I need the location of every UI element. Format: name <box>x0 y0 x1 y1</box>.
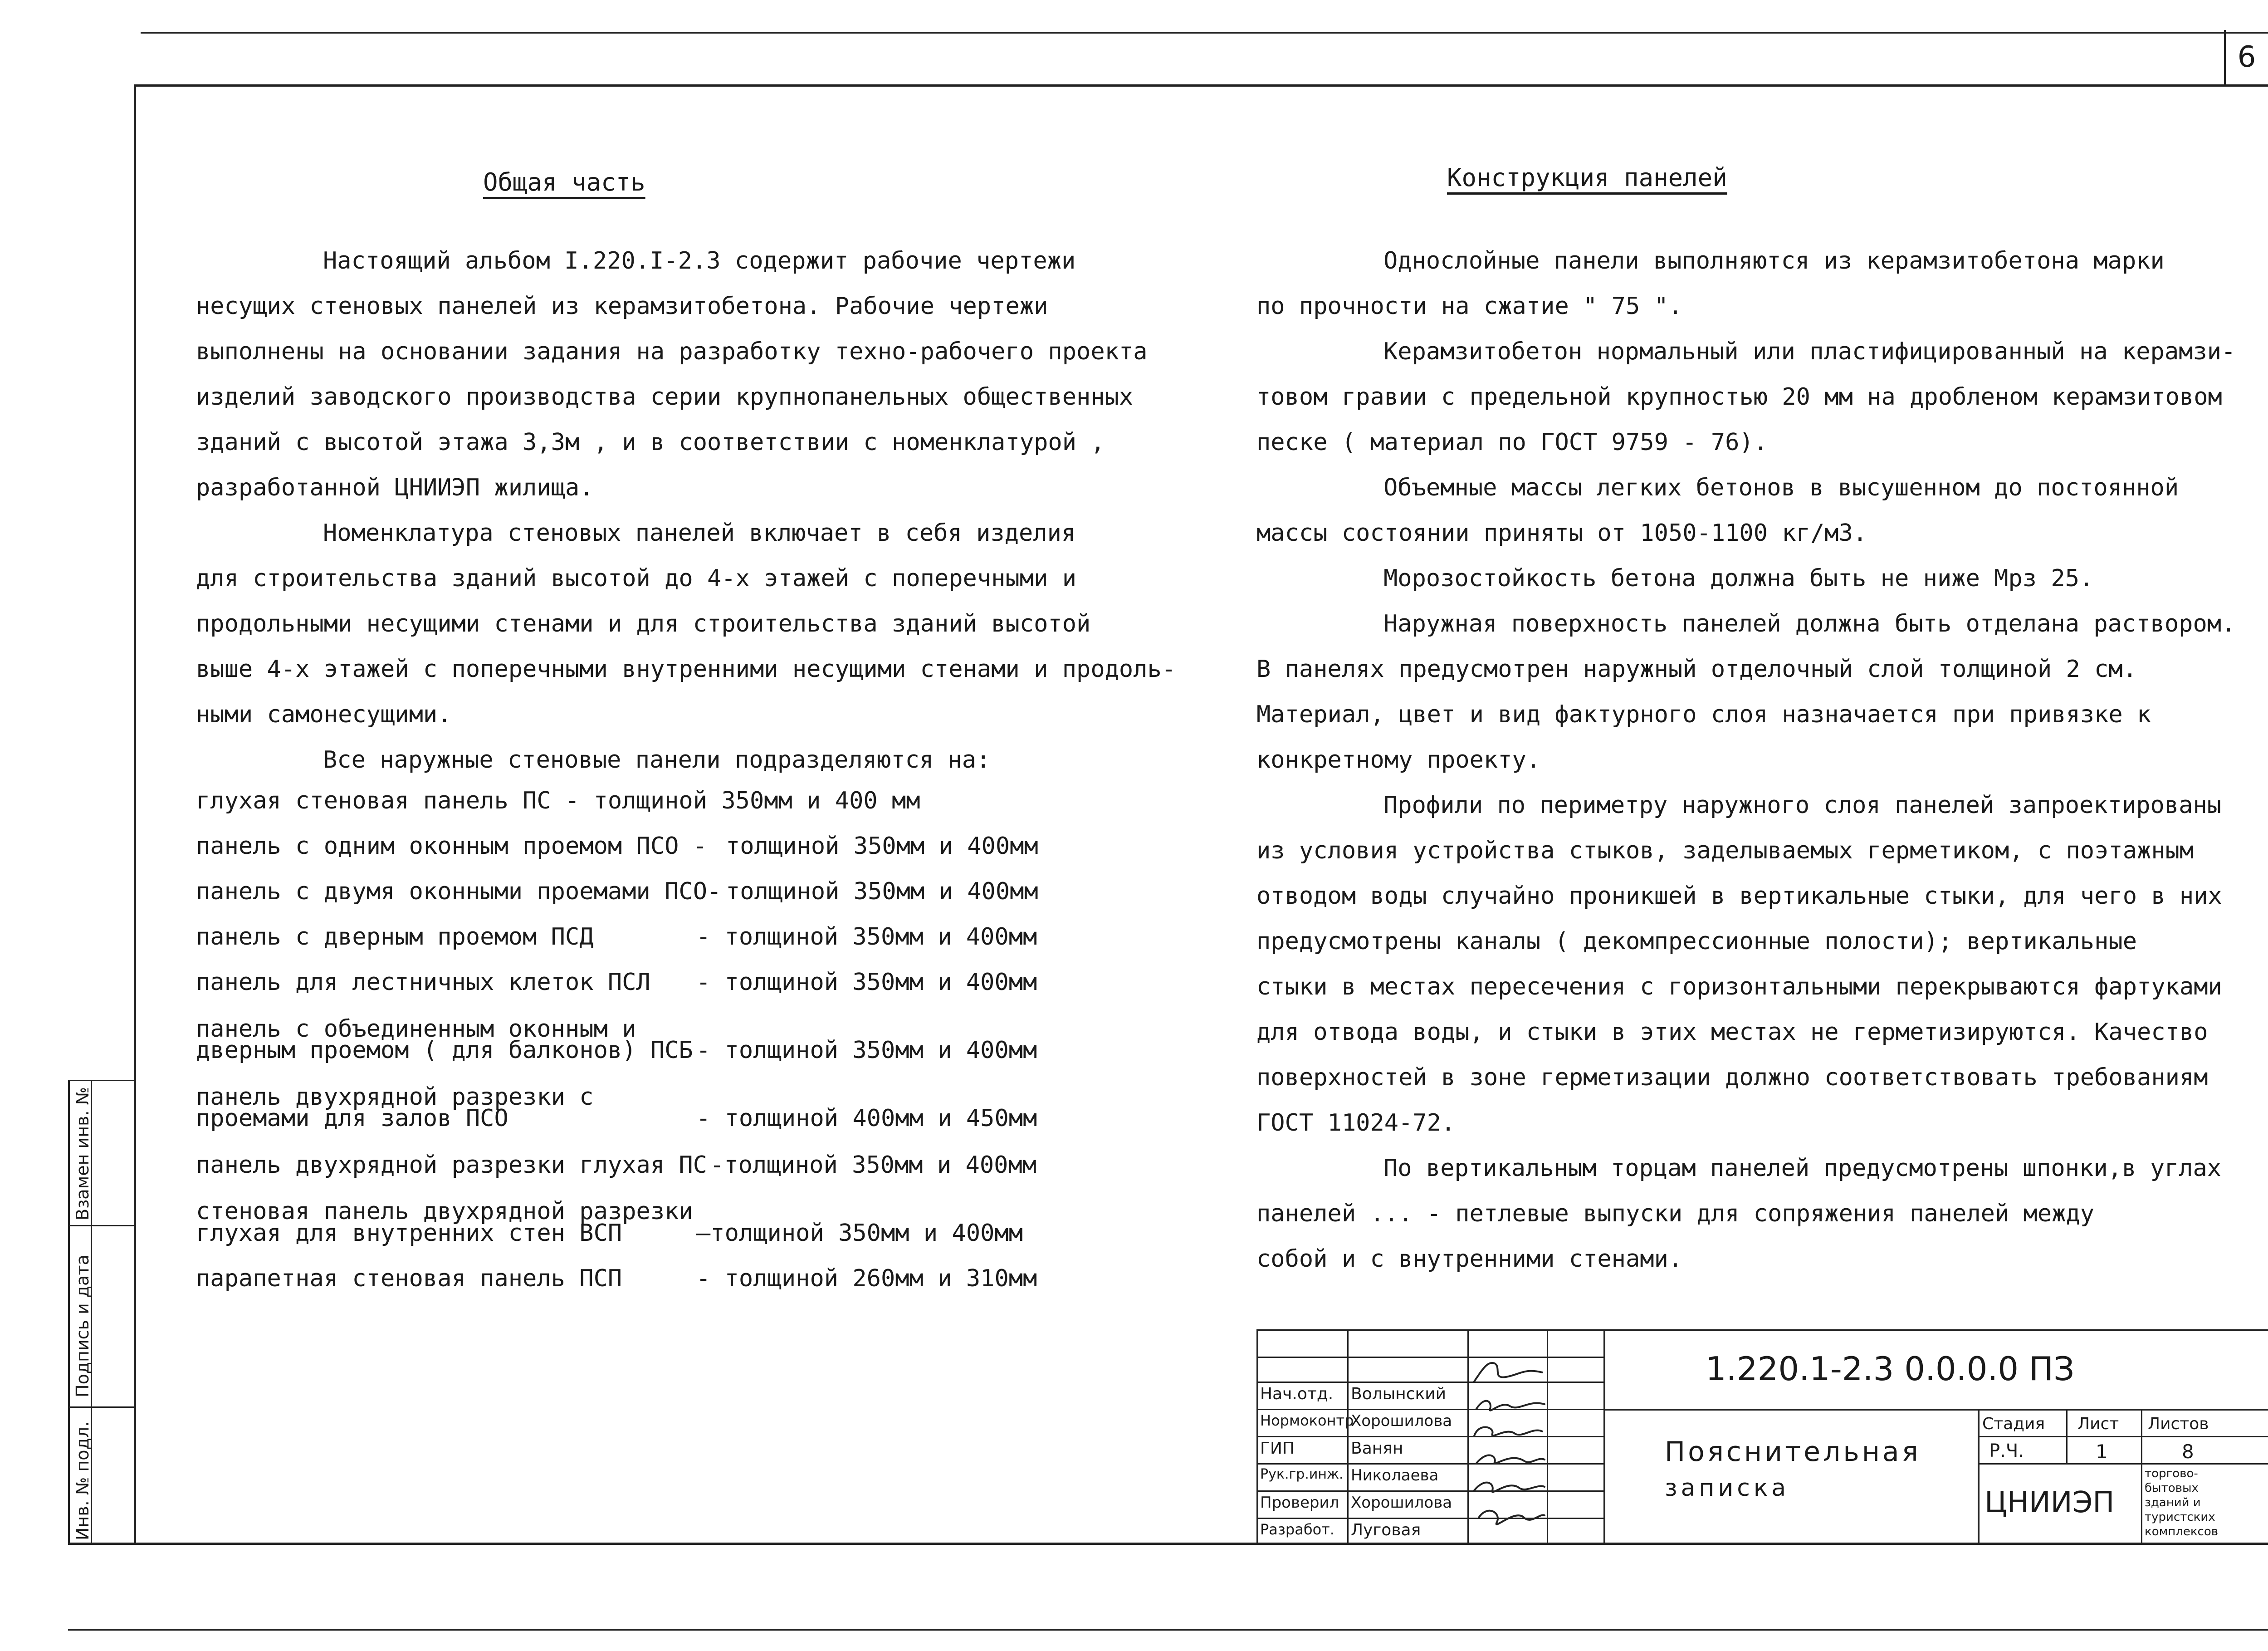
tb-code-bottom <box>1603 1409 2268 1411</box>
tb-grid-h7 <box>1256 1518 1603 1519</box>
tb-name: Волынский <box>1351 1385 1447 1403</box>
tb-top <box>1256 1329 2268 1331</box>
left-paragraph-line: продольными несущими стенами и для строительства зданий высотой <box>196 610 1091 637</box>
left-paragraph-line: выполнены на основании задания на разработку техно-рабочего проекта <box>196 338 1148 365</box>
sheet-number: 6 <box>2237 40 2256 74</box>
tb-role: ГИП <box>1260 1439 1295 1458</box>
tb-doc-title: Пояснительная <box>1665 1436 1921 1468</box>
left-paragraph-line: Номенклатура стеновых панелей включает в себя изделия <box>323 519 1076 547</box>
panel-list-item-line1: панель двухрядной разрезки с <box>196 1083 594 1111</box>
panel-list-item: панель двухрядной разрезки глухая ПС <box>196 1151 708 1179</box>
right-paragraph-line: из условия устройства стыков, заделываемых герметиком, с поэтажным <box>1256 837 2194 864</box>
left-paragraph-line: ными самонесущими. <box>196 701 452 728</box>
page-bottom-rule <box>68 1629 2268 1631</box>
panel-list-thickness: - толщиной 350мм и 400мм <box>696 923 1037 950</box>
panel-list-thickness: - толщиной 350мм и 400мм <box>696 969 1037 996</box>
panel-list-thickness: —толщиной 350мм и 400мм <box>696 1220 1023 1247</box>
tb-sheets-value: 8 <box>2182 1440 2194 1463</box>
tb-name: Луговая <box>1351 1521 1421 1539</box>
right-paragraph-line: товом гравии с предельной крупностью 20 мм на дробленом керамзитовом <box>1256 383 2222 411</box>
tb-name: Ванян <box>1351 1439 1403 1458</box>
tb-grid-h4 <box>1256 1436 1603 1437</box>
right-heading: Конструкция панелей <box>1447 163 1727 192</box>
right-paragraph-line: песке ( материал по ГОСТ 9759 - 76). <box>1256 429 1768 456</box>
panel-list-thickness: - толщиной 400мм и 450мм <box>696 1105 1037 1132</box>
tb-doc-title: записка <box>1665 1475 1790 1502</box>
right-paragraph-line: предусмотрены каналы ( декомпрессионные полости); вертикальные <box>1256 928 2137 955</box>
tb-sheet-label: Лист <box>2077 1415 2119 1433</box>
frame-left <box>134 84 136 1544</box>
right-paragraph-line: собой и с внутренними стенами. <box>1256 1245 1683 1273</box>
side-stamp-div2 <box>68 1406 136 1408</box>
stamp-podpis: Подпись и дата <box>73 1254 93 1397</box>
tb-role: Нормоконтр <box>1260 1412 1354 1429</box>
tb-grid-h2 <box>1256 1382 1603 1383</box>
tb-role: Рук.гр.инж. <box>1260 1466 1344 1482</box>
right-paragraph-line: По вертикальным торцам панелей предусмотрены шпонки,в углах <box>1383 1155 2222 1182</box>
tb-grid-h5 <box>1256 1463 1603 1465</box>
stamp-inv-podl: Инв. № подл. <box>73 1421 93 1540</box>
panel-list-item: парапетная стеновая панель ПСП <box>196 1265 622 1292</box>
right-paragraph-line: Морозостойкость бетона должна быть не ниже Мрз 25. <box>1383 565 2094 592</box>
panel-list-thickness: толщиной 350мм и 400мм <box>726 833 1038 860</box>
frame-top-line <box>141 32 2268 34</box>
left-heading: Общая часть <box>483 168 645 196</box>
tb-stage-row2 <box>1978 1463 2268 1465</box>
tb-org-sub: торгово- бытовых зданий и туристских комплексов <box>2145 1467 2219 1538</box>
tb-document-code: 1.220.1-2.3 0.0.0.0 ПЗ <box>1706 1350 2075 1388</box>
panel-list-item: проемами для залов ПСО <box>196 1105 508 1132</box>
signatures <box>1470 1359 1547 1545</box>
panel-list-item-line1: панель с объединенным оконным и <box>196 1015 636 1043</box>
panel-list-item-line1: стеновая панель двухрядной разрезки <box>196 1198 693 1225</box>
tb-name: Хорошилова <box>1351 1494 1452 1512</box>
right-paragraph-line: массы состоянии приняты от 1050-1100 кг/м3. <box>1256 519 1867 547</box>
panel-list-item: глухая стеновая панель ПС - толщиной 350мм и 400 мм <box>196 787 920 814</box>
tb-grid-h3 <box>1256 1409 1603 1410</box>
tb-sheet-value: 1 <box>2096 1440 2108 1463</box>
right-paragraph-line: стыки в местах пересечения с горизонтальными перекрываются фартуками <box>1256 973 2222 1000</box>
right-paragraph-line: конкретному проекту. <box>1256 746 1541 774</box>
right-paragraph-line: В панелях предусмотрен наружный отделочный слой толщиной 2 см. <box>1256 656 2137 683</box>
left-paragraph-line: Настоящий альбом I.220.I-2.3 содержит рабочие чертежи <box>323 247 1076 274</box>
panel-list-thickness: - толщиной 260мм и 310мм <box>696 1265 1037 1292</box>
right-paragraph-line: Керамзитобетон нормальный или пластифицированный на керамзи- <box>1383 338 2236 365</box>
left-paragraph-line: зданий с высотой этажа 3,3м , и в соответствии с номенклатурой , <box>196 429 1105 456</box>
right-column-text <box>1256 238 2235 1282</box>
right-paragraph-line: панелей ... - петлевые выпуски для сопряжения панелей между <box>1256 1200 2095 1227</box>
left-paragraph-line: несущих стеновых панелей из керамзитобетона. Рабочие чертежи <box>196 293 1048 320</box>
panel-list-thickness: -толщиной 350мм и 400мм <box>710 1151 1037 1179</box>
tb-org-sub-split <box>2141 1463 2142 1545</box>
tb-name: Николаева <box>1351 1466 1439 1484</box>
right-paragraph-line: Материал, цвет и вид фактурного слоя назначается при привязке к <box>1256 701 2151 728</box>
right-paragraph-line: Наружная поверхность панелей должна быть отделана раствором. <box>1383 610 2236 637</box>
tb-role: Разработ. <box>1260 1521 1334 1538</box>
left-paragraph-line: для строительства зданий высотой до 4-х этажей с поперечными и <box>196 565 1077 592</box>
tb-stage-col2 <box>2141 1409 2142 1463</box>
panel-list-thickness: толщиной 350мм и 400мм <box>726 878 1038 905</box>
tb-stage-row1 <box>1978 1436 2268 1437</box>
panel-list-item: панель с одним оконным проемом ПСО - <box>196 833 708 860</box>
side-stamp-div1 <box>68 1225 136 1226</box>
right-paragraph-line: отводом воды случайно проникшей в вертикальные стыки, для чего в них <box>1256 882 2222 910</box>
left-paragraph-line: выше 4-х этажей с поперечными внутренними несущими стенами и продоль- <box>196 656 1176 683</box>
tb-grid-h6 <box>1256 1490 1603 1492</box>
panel-list-item: дверным проемом ( для балконов) ПСБ <box>196 1037 693 1064</box>
right-paragraph-line: Профили по периметру наружного слоя панелей запроектированы <box>1383 792 2222 819</box>
right-paragraph-line: для отвода воды, и стыки в этих местах не герметизируются. Качество <box>1256 1019 2208 1046</box>
stamp-vzam: Взамен инв. № <box>73 1087 93 1220</box>
tb-main-split <box>1603 1329 1605 1545</box>
tb-role: Проверил <box>1260 1494 1339 1512</box>
right-paragraph-line: поверхностей в зоне герметизации должно соответствовать требованиям <box>1256 1064 2208 1091</box>
tb-org-split <box>1978 1409 1980 1545</box>
panel-list-item: панель для лестничных клеток ПСЛ <box>196 969 650 996</box>
panel-list-thickness: - толщиной 350мм и 400мм <box>696 1037 1037 1064</box>
frame-bottom <box>68 1543 2268 1545</box>
tb-stage-label: Стадия <box>1982 1415 2045 1433</box>
tb-role: Нач.отд. <box>1260 1385 1334 1403</box>
left-paragraph-line: Все наружные стеновые панели подразделяются на: <box>323 746 991 774</box>
panel-list-item: панель с двумя оконными проемами ПСО- <box>196 878 722 905</box>
frame-top-inner <box>134 84 2268 87</box>
panel-list-item: глухая для внутренних стен ВСП <box>196 1220 622 1247</box>
side-stamp-left <box>68 1080 70 1545</box>
right-paragraph-line: ГОСТ 11024-72. <box>1256 1109 1456 1137</box>
right-paragraph-line: Объемные массы легких бетонов в высушенном до постоянной <box>1383 474 2179 501</box>
left-paragraph-line: изделий заводского производства серии крупнопанельных общественных <box>196 383 1134 411</box>
right-paragraph-line: по прочности на сжатие " 75 ". <box>1256 293 1683 320</box>
side-stamp-top <box>68 1080 136 1081</box>
tb-stage-col1 <box>2066 1409 2068 1463</box>
tb-organization: ЦНИИЭП <box>1984 1486 2115 1519</box>
tb-stage-value: Р.Ч. <box>1989 1440 2024 1461</box>
panel-list-item: панель с дверным проемом ПСД <box>196 923 594 950</box>
right-paragraph-line: Однослойные панели выполняются из керамзитобетона марки <box>1383 247 2165 274</box>
tb-grid-h1 <box>1256 1357 1603 1358</box>
left-column-text <box>196 238 1176 783</box>
left-paragraph-line: разработанной ЦНИИЭП жилища. <box>196 474 594 501</box>
tb-sheets-label: Листов <box>2148 1415 2209 1433</box>
tb-name: Хорошилова <box>1351 1412 1452 1430</box>
